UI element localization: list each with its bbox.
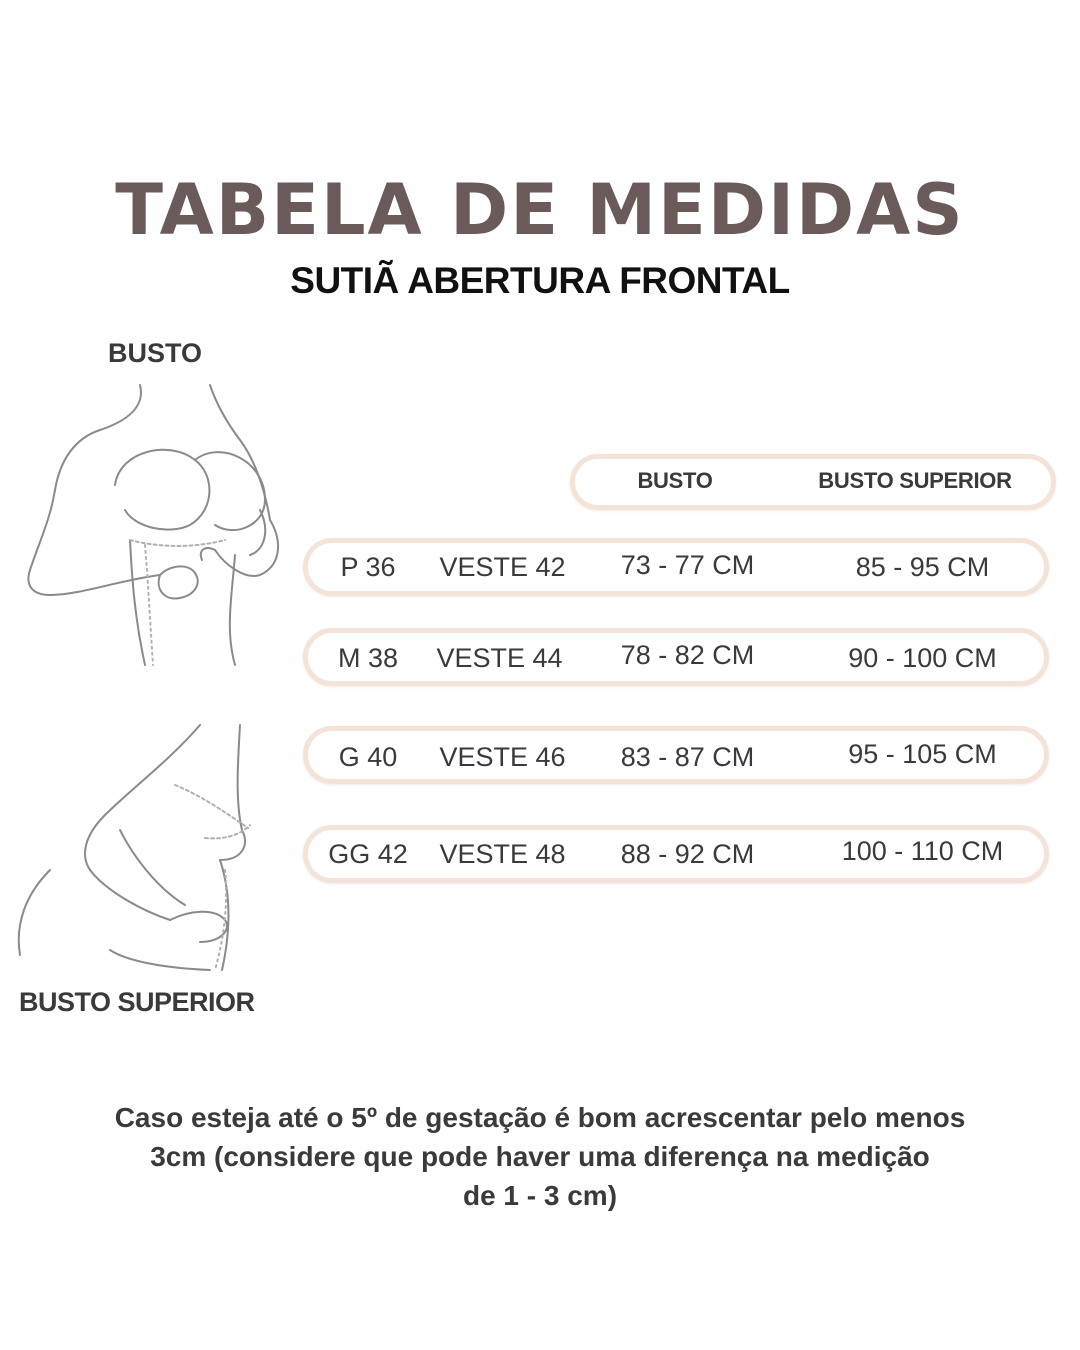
column-header-upper-bust: BUSTO SUPERIOR [818,468,1012,493]
bust-measurement-illustration [20,380,290,670]
column-header-bust: BUSTO [637,468,713,493]
upper-bust-label: BUSTO SUPERIOR [19,987,255,1017]
note-line-1: Caso esteja até o 5º de gestação é bom acrescentar pelo menos [114,1102,966,1133]
note-line-3: de 1 - 3 cm) [462,1180,618,1211]
upper-bust-cell: 95 - 105 CM [848,739,997,769]
bust-cell: 83 - 87 CM [620,742,755,772]
dress-size-cell: VESTE 48 [439,839,566,869]
pregnancy-note [40,1098,1040,1215]
dress-size-cell: VESTE 42 [439,552,566,582]
bust-cell: 88 - 92 CM [620,839,755,869]
upper-bust-measurement-illustration [10,720,260,975]
size-cell: M 38 [337,643,399,673]
size-cell: G 40 [338,742,398,772]
page-subtitle: SUTIÃ ABERTURA FRONTAL [290,260,790,301]
size-cell: GG 42 [328,839,408,869]
dress-size-cell: VESTE 44 [436,643,563,673]
upper-bust-cell: 90 - 100 CM [848,643,997,673]
note-line-2: 3cm (considere que pode haver uma diferença na medição [150,1141,930,1172]
size-cell: P 36 [340,552,396,582]
upper-bust-cell: 100 - 110 CM [841,836,1004,866]
page-title: TABELA DE MEDIDAS [115,169,965,251]
dress-size-cell: VESTE 46 [439,742,566,772]
upper-bust-cell: 85 - 95 CM [855,552,990,582]
bust-cell: 73 - 77 CM [620,550,755,580]
bust-cell: 78 - 82 CM [620,640,755,670]
bust-label: BUSTO [108,338,203,368]
